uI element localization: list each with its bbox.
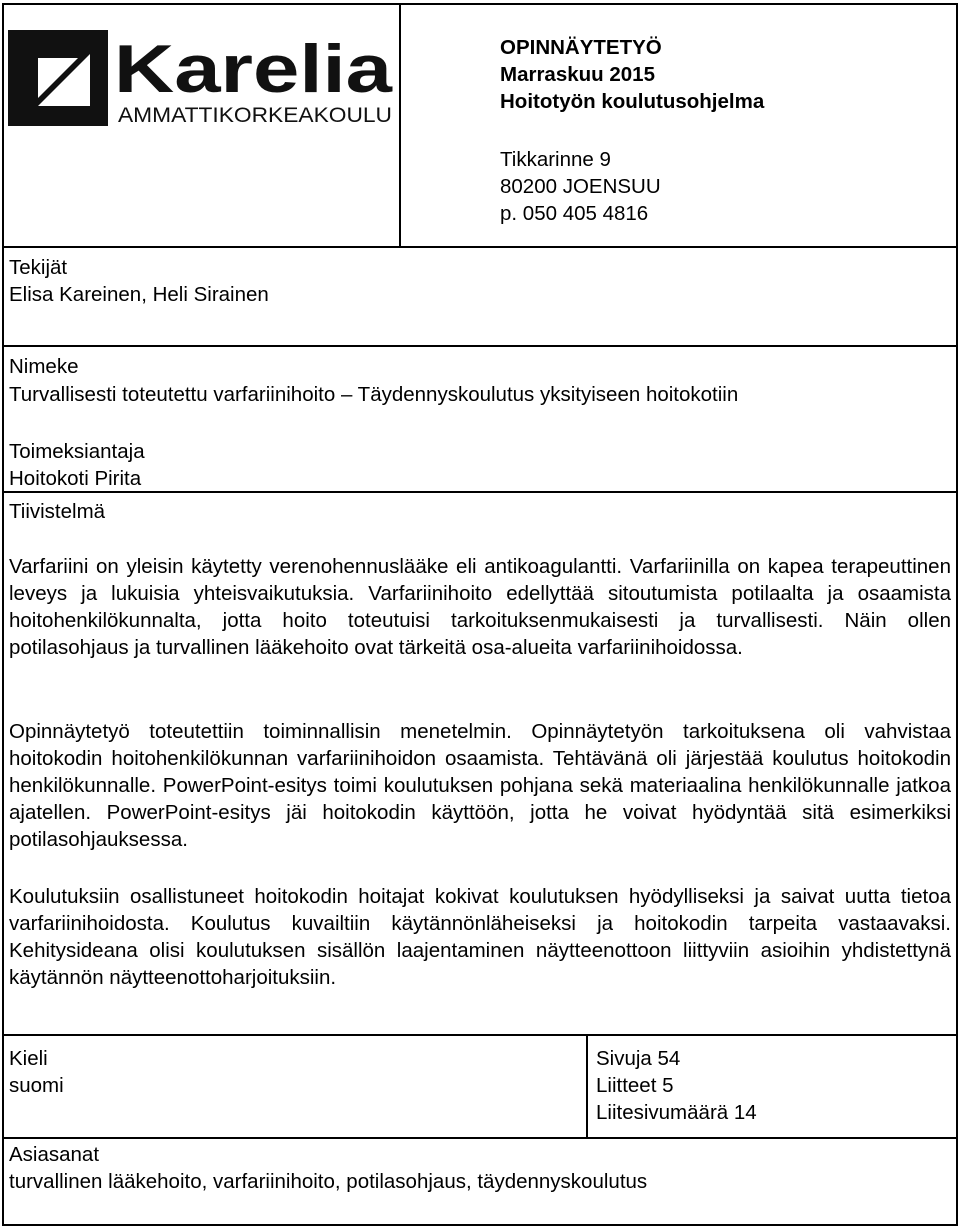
keywords-value: turvallinen lääkehoito, varfariinihoito, potilasohjaus, täydennyskoulutus	[9, 1170, 648, 1193]
logo-subtitle: AMMATTIKORKEAKOULU	[118, 104, 392, 126]
doc-date: Marraskuu 2015	[500, 63, 655, 86]
rule-header-bottom	[2, 246, 958, 248]
address-street: Tikkarinne 9	[500, 148, 611, 171]
language-value: suomi	[9, 1074, 64, 1097]
abstract-paragraph: Opinnäytetyö toteutettiin toiminnallisin menetelmin. Opinnäytetyön tarkoituksena oli vahvistaa hoitokodin hoitohenkilökunnan varfariinihoidon osaamista. Tehtävänä oli järjestää koulutus hoitokodin henkilökunnalle. PowerPoint-esitys toimi koulutuksen pohjana sekä materiaalina henkilökunnalle jatkoa ajatellen. PowerPoint-esitys jäi hoitokodin käyttöön, jotta he voivat hyödyntää sitä esimerkiksi potilasohjauksessa.	[9, 720, 951, 851]
appendix-count: Liitteet 5	[596, 1074, 674, 1097]
page-count: Sivuja 54	[596, 1047, 681, 1070]
logo-wordmark: Karelia	[114, 31, 394, 107]
appendix-page-count: Liitesivumäärä 14	[596, 1101, 757, 1124]
karelia-logo	[8, 30, 396, 126]
commissioner-value: Hoitokoti Pirita	[9, 467, 142, 490]
rule-authors-bottom	[2, 345, 958, 347]
rule-abstract-bottom	[2, 1034, 958, 1036]
abstract-paragraph: Varfariini on yleisin käytetty verenohennuslääke eli antikoagulantti. Varfariinilla on kapea terapeuttinen leveys ja lukuisia yhteisvaikutuksia. Varfariinihoito edellyttää sitoutumista potilaalta ja osaamista hoitohenkilökunnalta, jotta hoito toteutuisi tarkoituksenmukaisesti ja turvallisesti. Näin ollen potilasohjaus ja turvallinen lääkehoito ovat tärkeitä osa-alueita varfariinihoidossa.	[9, 555, 951, 659]
header-divider	[399, 3, 401, 248]
address-city: 80200 JOENSUU	[500, 175, 661, 198]
rule-commissioner-bottom	[2, 491, 958, 493]
authors-label: Tekijät	[9, 256, 68, 279]
rule-info-bottom	[2, 1137, 958, 1139]
language-label: Kieli	[9, 1047, 48, 1070]
title-value: Turvallisesti toteutettu varfariinihoito – Täydennyskoulutus yksityiseen hoitokotiin	[9, 383, 739, 406]
abstract-label: Tiivistelmä	[9, 500, 106, 523]
phone: p. 050 405 4816	[500, 202, 649, 225]
info-divider	[586, 1034, 588, 1139]
keywords-label: Asiasanat	[9, 1143, 100, 1166]
abstract-paragraph: Koulutuksiin osallistuneet hoitokodin hoitajat kokivat koulutuksen hyödylliseksi ja saivat uutta tietoa varfariinihoidosta. Koulutus kuvailtiin käytännönläheiseksi ja hoitokodin tarpeita vastaavaksi. Kehitysideana olisi koulutuksen sisällön laajentaminen näytteenottoon liittyviin asioihin yhdistettynä käytännön näytteenottoharjoituksiin.	[9, 885, 951, 989]
title-label: Nimeke	[9, 355, 79, 378]
programme: Hoitotyön koulutusohjelma	[500, 90, 765, 113]
doc-type: OPINNÄYTETYÖ	[500, 36, 662, 59]
authors-value: Elisa Kareinen, Heli Sirainen	[9, 283, 269, 306]
commissioner-label: Toimeksiantaja	[9, 440, 145, 463]
